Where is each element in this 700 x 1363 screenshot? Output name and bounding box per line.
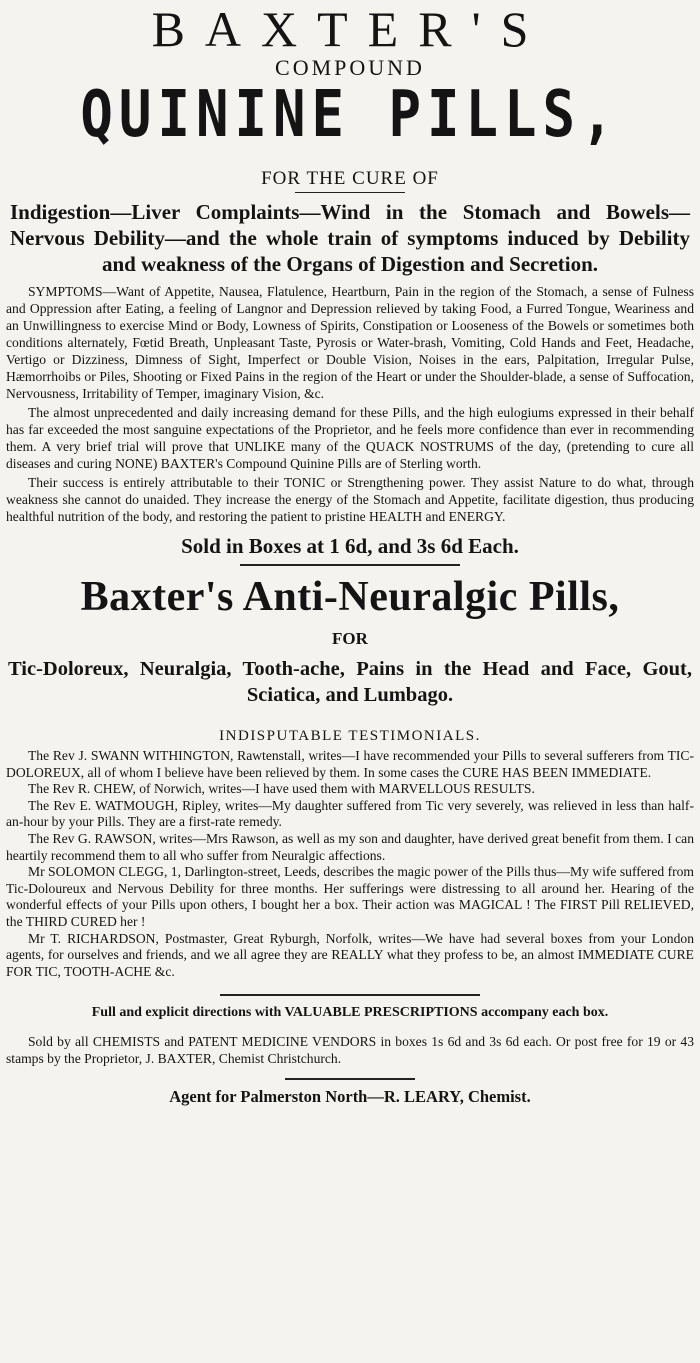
sold-by-section — [6, 1034, 694, 1067]
sold-by-paragraph: Sold by all CHEMISTS and PATENT MEDICINE VENDORS in boxes 1s 6d and 3s 6d each. Or post free for 19 or 43 stamps by the Proprietor, J. BAXTER, Chemist Christchurch. — [6, 1034, 694, 1066]
testimonial-item: The Rev E. WATMOUGH, Ripley, writes—My daughter suffered from Tic very severely, was relieved in less than half-an-hour by your Pills. They are a first-rate remedy. — [6, 797, 694, 830]
testimonial-item: The Rev R. CHEW, of Norwich, writes—I have used them with MARVELLOUS RESULTS. — [28, 781, 535, 797]
eulogiums-paragraph: The almost unprecedented and daily increasing demand for these Pills, and the high eulogiums expressed in their behalf has far exceeded the most sanguine expectations of the Proprietor, and he feels more confidence than ever in recommending them. A very brief trial will prove that UNLIKE many of the QUACK NOSTRUMS of the day, (pretending to cure all diseases and curing NONE) BAXTER's Compound Quinine Pills are of Sterling worth. — [6, 405, 694, 471]
testimonial-item: Mr T. RICHARDSON, Postmaster, Great Ryburgh, Norfolk, writes—We have had several boxes from your London agents, for ourselves and friends, and we all agree they are REALLY what they profess to be, an almost IMMEDIATE CURE FOR TIC, TOOTH-ACHE &c. — [6, 930, 694, 979]
for-label: FOR — [332, 629, 368, 648]
directions-line: Full and explicit directions with VALUABLE PRESCRIPTIONS accompany each box. — [91, 1005, 609, 1021]
compound-label: COMPOUND — [275, 55, 425, 80]
divider — [240, 564, 460, 566]
testimonials-heading: INDISPUTABLE TESTIMONIALS. — [219, 728, 481, 744]
price-line: Sold in Boxes at 1 6d, and 3s 6d Each. — [181, 534, 519, 558]
divider — [285, 1078, 415, 1080]
divider — [220, 994, 480, 996]
divider — [295, 192, 405, 193]
testimonial-item: The Rev J. SWANN WITHINGTON, Rawtenstall, writes—I have recommended your Pills to several sufferers from TIC-DOLOREUX, all of whom I believe have been relieved by them. In some cases the CURE HAS BEEN IMMEDIATE. — [6, 748, 694, 780]
advertisement — [0, 1, 700, 1363]
symptoms-paragraph: SYMPTOMS—Want of Appetite, Nausea, Flatulence, Heartburn, Pain in the region of the Stomach, a sense of Fulness and Oppression after Eating, a feeling of Langnor and Depression relieved by taking Food, a Furred Tongue, Weariness and an Unwillingness to exercise Mind or Body, Lowness of Spirits, Constipation or Looseness of the Bowels or sometimes both conditions alternately, Fœtid Breath, Unpleasant Taste, Pyrosis or Water-brash, Vomiting, Cold Hands and Feet, Headache, Vertigo or Dizziness, Dimness of Sight, Imperfect or Double Vision, Noises in the ears, Palpitation, Irregular Pulse, Hæmorrhoibs or Piles, Shooting or Fixed Pains in the region of the Heart or under the Shoulder-blade, a sense of Suffocation, Nervousness, Irritability of Temper, imaginary Vision, &c. — [6, 284, 694, 401]
agent-line: Agent for Palmerston North—R. LEARY, Chemist. — [169, 1086, 531, 1106]
product-title: QUININE PILLS, — [80, 77, 620, 152]
testimonial-item: The Rev G. RAWSON, writes—Mrs Rawson, as well as my son and daughter, have derived great benefit from them. I can heartily recommend them to all who suffer from Neuralgic affections. — [6, 830, 694, 863]
for-cure-label: FOR THE CURE OF — [261, 168, 439, 189]
ailments-list: Tic-Doloreux, Neuralgia, Tooth-ache, Pains in the Head and Face, Gout, Sciatica, and Lumbago. — [8, 658, 692, 706]
testimonials-list — [6, 748, 694, 980]
complaints-list: Indigestion—Liver Complaints—Wind in the Stomach and Bowels—Nervous Debility—and the whole train of symptoms induced by Debility and weakness of the Organs of Digestion and Secretion. — [10, 200, 690, 276]
brand-title: BAXTER'S — [151, 1, 549, 57]
symptoms-section — [6, 283, 694, 525]
success-paragraph: Their success is entirely attributable to their TONIC or Strengthening power. They assist Nature to do what, through weakness she cannot do unaided. They increase the energy of the Stomach and Appetite, facilitate digestion, thus producing healthful nutrition of the body, and restoring the patient to pristine HEALTH and ENERGY. — [6, 475, 694, 524]
testimonial-item: Mr SOLOMON CLEGG, 1, Darlington-street, Leeds, describes the magic power of the Pills thus—My wife suffered from Tic-Doloureux and Nervous Debility for three months. Her sufferings were distressing to all around her. Hearing of the wonderful effects of your Pills upon others, I bought her a box. Their action was MAGICAL ! The FIRST Pill RELIEVED, the THIRD CURED her ! — [6, 864, 694, 929]
anti-neuralgic-title: Baxter's Anti-Neuralgic Pills, — [80, 574, 620, 620]
